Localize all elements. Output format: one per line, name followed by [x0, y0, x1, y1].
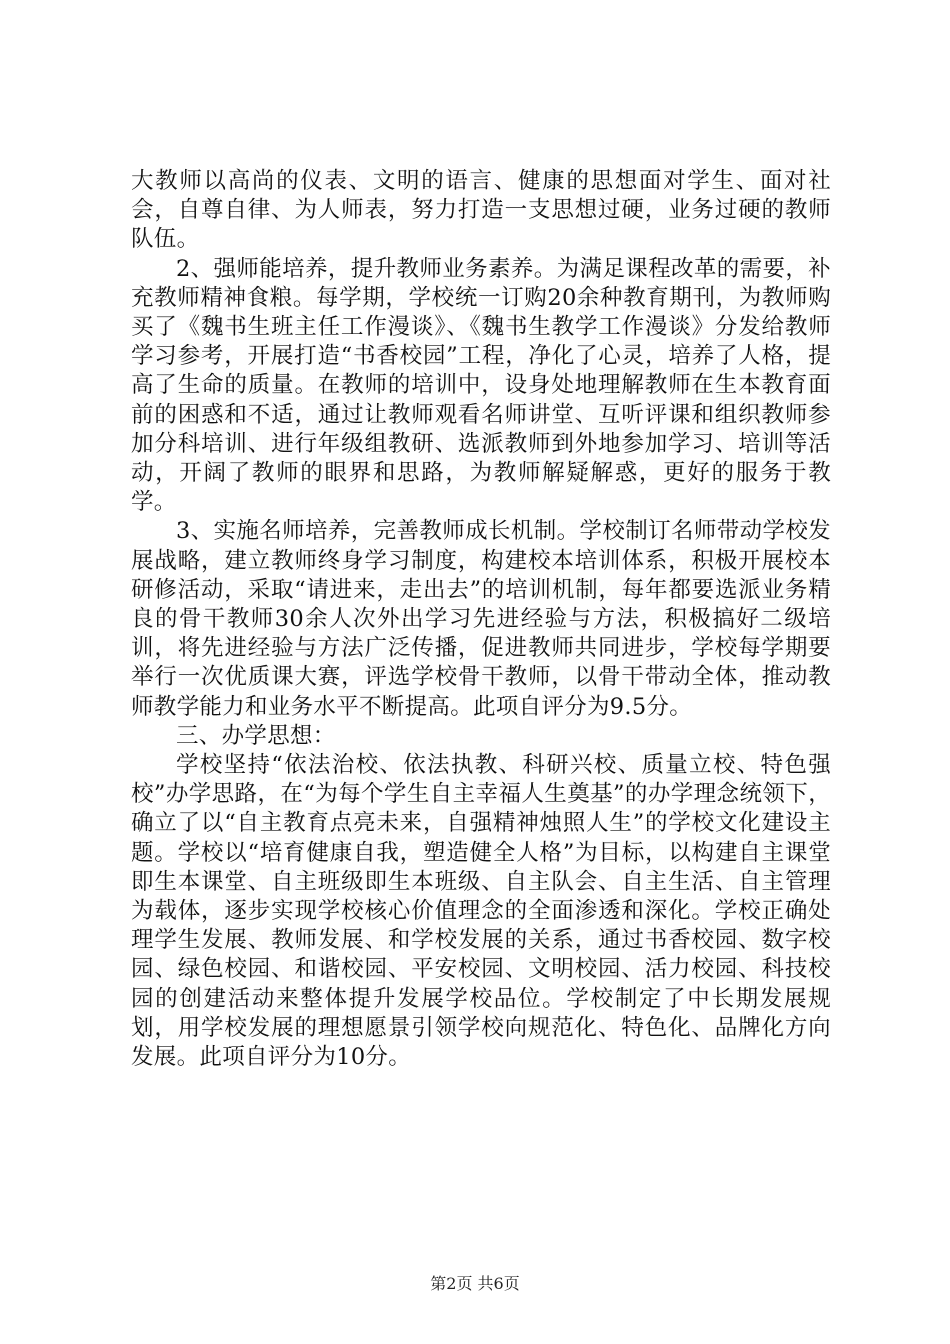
paragraph-teacher-training: 2、强师能培养，提升教师业务素养。为满足课程改革的需要，补充教师精神食粮。每学期，学校统一订购20余种教育期刊，为教师购买了《魏书生班主任工作漫谈》、《魏书生教学工作漫谈》分发给教师学习参考，开展打造“书香校园”工程，净化了心灵，培养了人格，提高了生命的质量。在教师的培训中，设身处地理解教师在生本教育面前的困惑和不适，通过让教师观看名师讲堂、互听评课和组织教师参加分科培训、进行年级组教研、选派教师到外地参加学习、培训等活动，开阔了教师的眼界和思路，为教师解疑解惑，更好的服务于教学。 — [131, 255, 831, 516]
section-heading-school-philosophy: 三、办学思想： — [176, 722, 336, 749]
paragraph-master-teacher: 3、实施名师培养，完善教师成长机制。学校制订名师带动学校发展战略，建立教师终身学习制度，构建校本培训体系，积极开展校本研修活动，采取“请进来，走出去”的培训机制，每年都要选派业务精良的骨干教师30余人次外出学习先进经验与方法，积极搞好二级培训，将先进经验与方法广泛传播，促进教师共同进步，学校每学期要举行一次优质课大赛，评选学校骨干教师，以骨干带动全体，推动教师教学能力和业务水平不断提高。此项自评分为9.5分。 — [131, 518, 831, 720]
paragraph-school-philosophy: 学校坚持“依法治校、依法执教、科研兴校、质量立校、特色强校”办学思路，在“为每个学生自主幸福人生奠基”的办学理念统领下，确立了以“自主教育点亮未来，自强精神烛照人生”的学校文化建设主题。学校以“培育健康自我，塑造健全人格”为目标，以构建自主课堂即生本课堂、自主班级即生本班级、自主队会、自主生活、自主管理为载体，逐步实现学校核心价值理念的全面渗透和深化。学校正确处理学生发展、教师发展、和学校发展的关系，通过书香校园、数字校园、绿色校园、和谐校园、平安校园、文明校园、活力校园、科技校园的创建活动来整体提升发展学校品位。学校制定了中长期发展规划，用学校发展的理想愿景引领学校向规范化、特色化、品牌化方向发展。此项自评分为10分。 — [131, 752, 831, 1071]
document-body — [131, 167, 831, 1072]
page-number-footer: 第2页 共6页 — [430, 1274, 520, 1293]
paragraph-continuation: 大教师以高尚的仪表、文明的语言、健康的思想面对学生、面对社会，自尊自律、为人师表，努力打造一支思想过硬，业务过硬的教师队伍。 — [131, 168, 831, 253]
